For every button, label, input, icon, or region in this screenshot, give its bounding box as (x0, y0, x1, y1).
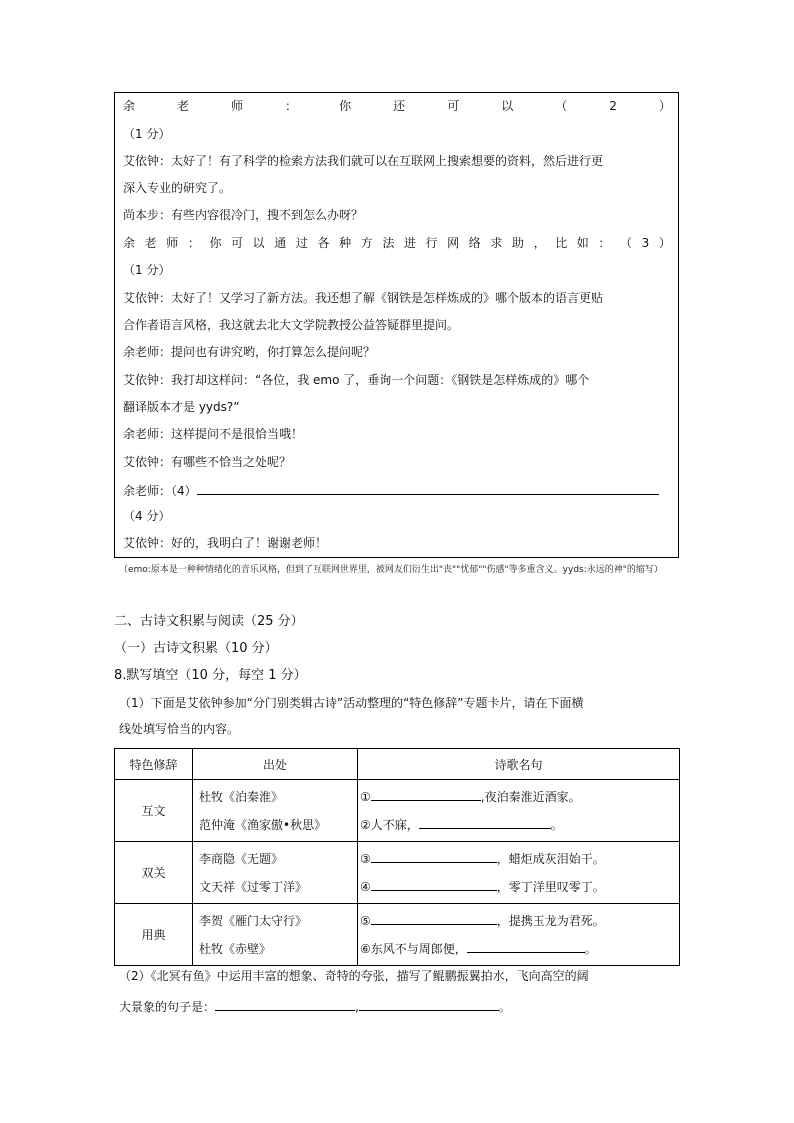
item-number: ⑥ (360, 941, 371, 956)
char: 余 (123, 236, 136, 250)
char: 老 (177, 99, 190, 113)
verse-line (360, 783, 679, 811)
answer-blank[interactable] (371, 849, 497, 863)
item-number: ⑤ (360, 913, 371, 928)
answer-blank[interactable] (215, 997, 355, 1011)
verse-text: 东风不与周郎便， (370, 941, 467, 956)
char: 法 (382, 236, 395, 250)
separator: , (355, 1000, 359, 1014)
char: 以 (252, 236, 265, 250)
dialogue-box (114, 92, 679, 558)
char: ： (285, 99, 298, 113)
char: ） (658, 99, 671, 113)
char: 如 (576, 236, 589, 250)
char: 络 (468, 236, 481, 250)
char: 进 (403, 236, 416, 250)
char: 还 (393, 99, 406, 113)
dialogue-line-1 (123, 99, 671, 113)
verse-text: ，蜡炬成灰泪始干。 (496, 851, 605, 866)
answer-blank-4[interactable] (197, 482, 659, 495)
question-8-2-text-cont (119, 997, 511, 1015)
rhetoric-type: 双关 (115, 842, 193, 904)
char: 你 (209, 236, 222, 250)
item-number: ④ (360, 879, 371, 894)
source-text: 李贺《雁门太守行》 (199, 913, 308, 928)
dialogue-line-7: 艾依钟：我打却这样问：“各位，我 emo 了，垂询一个问题：《钢铁是怎样炼成的》哪个 (123, 373, 590, 387)
question-8-1-text: （1）下面是艾依钟参加“分门别类辑古诗”活动整理的“特色修辞”专题卡片，请在下面横 (119, 696, 584, 710)
source-text: 范仲淹《渔家傲•秋思》 (199, 817, 327, 832)
table-row (115, 780, 680, 842)
verse-cell (358, 904, 680, 966)
char: 方 (360, 236, 373, 250)
char: 余 (123, 99, 136, 113)
char: 行 (425, 236, 438, 250)
verse-line (360, 907, 679, 935)
header-cell: 特色修辞 (115, 749, 193, 780)
header-cell: 诗歌名句 (358, 749, 680, 780)
source-cell (193, 842, 358, 904)
dialogue-line-10 (123, 482, 659, 498)
verse-cell (358, 842, 680, 904)
char: ， (533, 236, 546, 250)
source-text: 文天祥《过零丁洋》 (199, 879, 308, 894)
char: 师 (166, 236, 179, 250)
char: 求 (490, 236, 503, 250)
rhetoric-type: 互文 (115, 780, 193, 842)
answer-blank[interactable] (359, 997, 499, 1011)
dialogue-line-9: 艾依钟：有哪些不恰当之处呢？ (123, 455, 292, 469)
verse-text: 。 (584, 941, 597, 956)
table-row (115, 904, 680, 966)
source-text: 杜牧《赤壁》 (199, 941, 272, 956)
source-cell (193, 780, 358, 842)
char: 可 (231, 236, 244, 250)
answer-blank[interactable] (371, 787, 481, 801)
answer-blank[interactable] (419, 815, 551, 829)
source-text: 杜牧《泊秦淮》 (199, 789, 284, 804)
char: （ (555, 99, 568, 113)
period: 。 (498, 1000, 511, 1014)
dialogue-line-4 (123, 236, 671, 250)
question-8-1-text-cont: 线处填写恰当的内容。 (119, 722, 240, 736)
char: 通 (274, 236, 287, 250)
rhetoric-table (114, 748, 680, 966)
dialogue-line-10-label: 余老师：（4） (123, 484, 197, 498)
char: 2 (609, 99, 617, 113)
char: 过 (295, 236, 308, 250)
footnote: （emo:原本是一种种情绪化的音乐风格，但到了互联网世界里，被网友们衍生出"丧""忧郁""伤感"等多重含义。yyds:永远的神"的缩写） (119, 565, 663, 575)
table-row (115, 842, 680, 904)
dialogue-line-3: 尚本步：有些内容很冷门，搜不到怎么办呀？ (123, 208, 364, 222)
header-cell: 出处 (193, 749, 358, 780)
dialogue-line-11: 艾依钟：好的，我明白了！谢谢老师！ (123, 536, 328, 550)
dialogue-score-1: （1 分） (123, 127, 171, 141)
char: （ (620, 236, 633, 250)
answer-blank[interactable] (371, 911, 497, 925)
char: 种 (339, 236, 352, 250)
char: 各 (317, 236, 330, 250)
dialogue-line-5: 艾依钟：太好了！又学习了新方法。我还想了解《钢铁是怎样炼成的》哪个版本的语言更贴 (123, 291, 604, 305)
char: 你 (339, 99, 352, 113)
dialogue-line-8: 余老师：这样提问不是很恰当哦！ (123, 427, 304, 441)
verse-text: 。 (550, 817, 563, 832)
verse-text: ,夜泊秦淮近酒家。 (480, 789, 581, 804)
verse-line (360, 845, 679, 873)
subsection-title: （一）古诗文积累（10 分） (114, 641, 278, 656)
char: ： (598, 236, 611, 250)
verse-line (360, 935, 679, 963)
char: 师 (231, 99, 244, 113)
question-8-2-prefix: 大景象的句子是： (119, 1000, 216, 1014)
char: ： (187, 236, 200, 250)
char: 比 (555, 236, 568, 250)
dialogue-score-2: （1 分） (123, 263, 171, 277)
question-8-title: 8.默写填空（10 分，每空 1 分） (114, 668, 307, 683)
question-8-2-text: （2）《北冥有鱼》中运用丰富的想象、奇特的夸张，描写了鲲鹏振翼拍水，飞向高空的阔 (119, 969, 589, 983)
dialogue-score-3: （4 分） (123, 509, 171, 523)
dialogue-line-2b: 深入专业的研究了。 (123, 181, 232, 195)
char: 可 (447, 99, 460, 113)
dialogue-line-7b: 翻译版本才是 yyds?” (123, 400, 240, 414)
char: 老 (144, 236, 157, 250)
char: ） (658, 236, 671, 250)
verse-line (360, 811, 679, 839)
answer-blank[interactable] (371, 877, 497, 891)
dialogue-line-2: 艾依钟：太好了！有了科学的检索方法我们就可以在互联网上搜索想要的资料，然后进行更 (123, 154, 604, 168)
source-text: 李商隐《无题》 (199, 851, 284, 866)
section-title: 二、古诗文积累与阅读（25 分） (114, 614, 304, 629)
verse-text: 人不寐， (370, 817, 419, 832)
dialogue-line-6: 余老师：提问也有讲究哟，你打算怎么提问呢？ (123, 345, 376, 359)
verse-line (360, 873, 679, 901)
char: 以 (501, 99, 514, 113)
char: 3 (641, 236, 650, 250)
char: 网 (447, 236, 460, 250)
char: 助 (511, 236, 524, 250)
source-cell (193, 904, 358, 966)
verse-text: ，提携玉龙为君死。 (496, 913, 605, 928)
verse-text: ，零丁洋里叹零丁。 (496, 879, 605, 894)
item-number: ① (360, 789, 371, 804)
item-number: ② (360, 817, 371, 832)
rhetoric-type: 用典 (115, 904, 193, 966)
table-header-row (115, 749, 680, 780)
dialogue-line-5b: 合作者语言风格，我这就去北大文学院教授公益答疑群里提问。 (123, 318, 460, 332)
item-number: ③ (360, 851, 371, 866)
verse-cell (358, 780, 680, 842)
answer-blank[interactable] (467, 939, 585, 953)
